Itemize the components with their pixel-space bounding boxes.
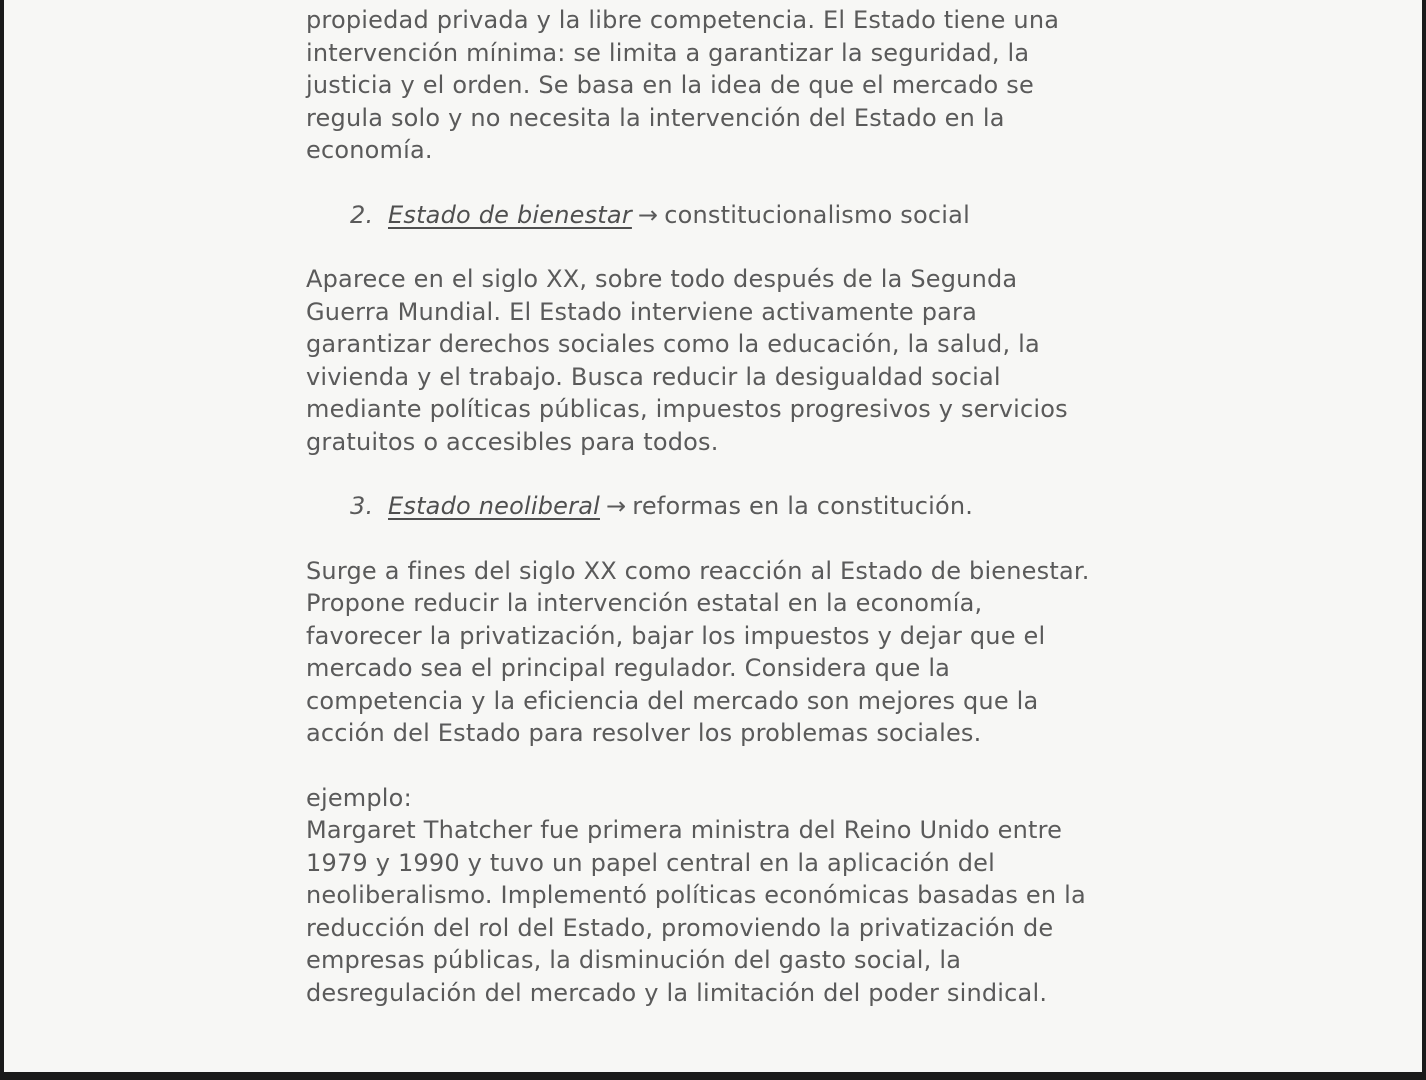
- spacer: [306, 523, 1136, 555]
- section-body-estado-de-bienestar: Aparece en el siglo XX, sobre todo después de la Segunda Guerra Mundial. El Estado interviene activamente para garantizar derechos sociales como la educación, la salud, la vivienda y el trabajo. Busca reducir la desigualdad social mediante políticas públicas, impuestos progresivos y servicios gratuitos o accesibles para todos.: [306, 265, 1068, 456]
- example-body: Margaret Thatcher fue primera ministra del Reino Unido entre 1979 y 1990 y tuvo un papel central en la aplicación del neoliberalismo. Implementó políticas económicas basadas en la reducción del rol del Estado, promoviendo la privatización de empresas públicas, la disminución del gasto social, la desregulación del mercado y la limitación del poder sindical.: [306, 816, 1086, 1007]
- section-term: Estado de bienestar: [388, 200, 632, 229]
- example-label: ejemplo:: [306, 783, 412, 812]
- section-body-estado-neoliberal: Surge a fines del siglo XX como reacción al Estado de bienestar. Propone reducir la intervención estatal en la economía, favorecer la privatización, bajar los impuestos y dejar que el mercado sea el principal regulador. Considera que la competencia y la eficiencia del mercado son mejores que la acción del Estado para resolver los problemas sociales.: [306, 556, 1090, 747]
- document-page: [4, 0, 1422, 1072]
- section-term: Estado neoliberal: [388, 492, 600, 520]
- section-heading-estado-neoliberal: [306, 490, 1136, 523]
- section-description: constitucionalismo social: [664, 200, 970, 229]
- spacer: [306, 167, 1136, 199]
- intro-paragraph: propiedad privada y la libre competencia. El Estado tiene una intervención mínima: se limita a garantizar la seguridad, la justicia y el orden. Se basa en la idea de que el mercado se regula solo y no necesita la intervención del Estado en la economía.: [306, 6, 1060, 164]
- document-content: [306, 4, 1136, 1009]
- section-number: 3.: [350, 492, 374, 520]
- arrow-icon: →: [605, 492, 627, 520]
- section-number: 2.: [350, 200, 374, 229]
- section-heading-estado-de-bienestar: [306, 199, 1136, 232]
- section-description: reformas en la constitución.: [632, 492, 974, 520]
- arrow-icon: →: [637, 200, 659, 229]
- spacer: [306, 231, 1136, 263]
- spacer: [306, 750, 1136, 782]
- spacer: [306, 458, 1136, 490]
